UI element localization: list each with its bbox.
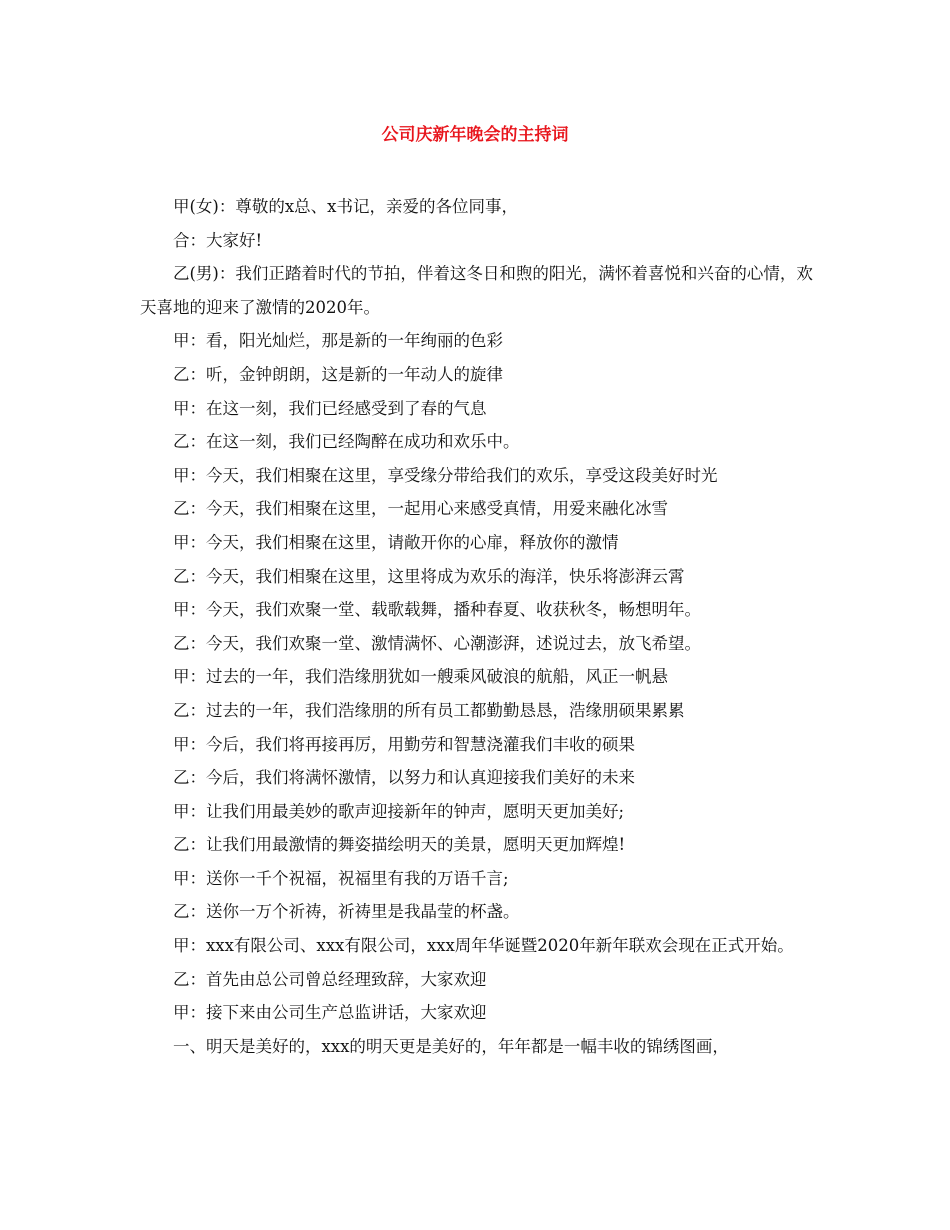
paragraph: 乙：听，金钟朗朗，这是新的一年动人的旋律	[173, 364, 503, 384]
paragraph: 乙：送你一万个祈祷，祈祷里是我晶莹的杯盏。	[173, 902, 520, 922]
paragraph: 甲：今天，我们相聚在这里，请敞开你的心扉，释放你的激情	[173, 532, 619, 552]
paragraph: 乙：今后，我们将满怀激情，以努力和认真迎接我们美好的未来	[173, 768, 635, 788]
paragraph: 甲：在这一刻，我们已经感受到了春的气息	[173, 398, 487, 418]
paragraph: 甲：送你一千个祝福，祝福里有我的万语千言;	[173, 868, 509, 888]
paragraph: 乙：今天，我们相聚在这里，这里将成为欢乐的海洋，快乐将澎湃云霄	[173, 566, 685, 586]
paragraph: 乙：在这一刻，我们已经陶醉在成功和欢乐中。	[173, 432, 520, 452]
paragraph: 甲(女)：尊敬的x总、x书记，亲爱的各位同事，	[173, 197, 518, 216]
paragraph: 乙：过去的一年，我们浩缘朋的所有员工都勤勤恳恳，浩缘朋硕果累累	[173, 700, 685, 720]
document-title: 公司庆新年晚会的主持词	[381, 125, 569, 145]
paragraph: 乙：让我们用最激情的舞姿描绘明天的美景，愿明天更加辉煌!	[173, 835, 626, 855]
paragraph: 乙：今天，我们欢聚一堂、激情满怀、心潮澎湃，述说过去，放飞希望。	[173, 633, 701, 653]
paragraph: 甲：看，阳光灿烂，那是新的一年绚丽的色彩	[173, 331, 503, 351]
paragraph: 乙：今天，我们相聚在这里，一起用心来感受真情，用爱来融化冰雪	[173, 499, 668, 519]
paragraph: 甲：今后，我们将再接再厉，用勤劳和智慧浇灌我们丰收的硕果	[173, 734, 635, 754]
document-body	[140, 190, 822, 1063]
paragraph: 一、明天是美好的，xxx的明天更是美好的，年年都是一幅丰收的锦绣图画，	[173, 1036, 729, 1056]
paragraph: 甲：过去的一年，我们浩缘朋犹如一艘乘风破浪的航船，风正一帆悬	[173, 667, 668, 687]
paragraph: 甲：今天，我们欢聚一堂、载歌载舞，播种春夏、收获秋冬，畅想明年。	[173, 600, 701, 620]
paragraph: 乙(男)：我们正踏着时代的节拍，伴着这冬日和煦的阳光，满怀着喜悦和兴奋的心情，欢天喜地的迎来了激情的2020年。	[140, 264, 813, 317]
paragraph: 甲：让我们用最美妙的歌声迎接新年的钟声，愿明天更加美好;	[173, 801, 625, 821]
paragraph: 乙：首先由总公司曾总经理致辞，大家欢迎	[173, 969, 487, 989]
paragraph: 合：大家好!	[173, 230, 263, 250]
paragraph: 甲：接下来由公司生产总监讲话，大家欢迎	[173, 1003, 487, 1023]
paragraph: 甲：今天，我们相聚在这里，享受缘分带给我们的欢乐，享受这段美好时光	[173, 465, 718, 485]
paragraph: 甲：xxx有限公司、xxx有限公司，xxx周年华诞暨2020年新年联欢会现在正式开始。	[173, 936, 794, 956]
